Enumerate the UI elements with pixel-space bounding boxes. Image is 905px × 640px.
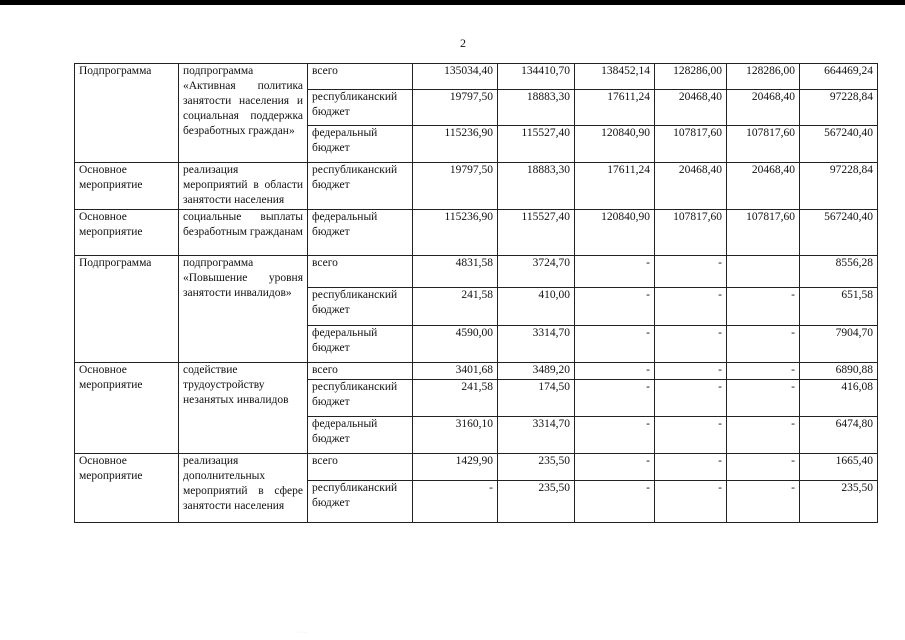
year-value-cell: 107817,60 (655, 210, 727, 256)
year-value-cell: - (575, 380, 655, 417)
total-value-cell: 97228,84 (800, 163, 878, 210)
funding-source-cell: федеральный бюджет (308, 417, 413, 454)
total-value-cell: 416,08 (800, 380, 878, 417)
year-value-cell: - (575, 481, 655, 523)
table-row (75, 363, 878, 380)
year-value-cell: 17611,24 (575, 90, 655, 126)
year-value-cell: 19797,50 (413, 163, 498, 210)
year-value-cell: - (727, 326, 800, 363)
row-type-cell: Основное мероприятие (75, 163, 179, 210)
year-value-cell: 3401,68 (413, 363, 498, 380)
year-value-cell: - (575, 326, 655, 363)
page-number: 2 (460, 36, 466, 50)
row-type-cell: Подпрограмма (75, 256, 179, 363)
funding-source-cell: республиканский бюджет (308, 481, 413, 523)
total-value-cell: 6890,88 (800, 363, 878, 380)
year-value-cell: 128286,00 (727, 64, 800, 90)
year-value-cell: - (727, 363, 800, 380)
year-value-cell: 3160,10 (413, 417, 498, 454)
table-row (75, 210, 878, 256)
year-value-cell: - (727, 288, 800, 326)
table-row (75, 64, 878, 90)
year-value-cell: - (655, 326, 727, 363)
year-value-cell (727, 256, 800, 288)
year-value-cell: - (655, 363, 727, 380)
year-value-cell: 128286,00 (655, 64, 727, 90)
funding-source-cell: всего (308, 363, 413, 380)
funding-source-cell: республиканский бюджет (308, 380, 413, 417)
year-value-cell: 115236,90 (413, 126, 498, 163)
year-value-cell: 20468,40 (655, 163, 727, 210)
year-value-cell: - (727, 380, 800, 417)
total-value-cell: 6474,80 (800, 417, 878, 454)
year-value-cell: - (655, 481, 727, 523)
year-value-cell: 107817,60 (655, 126, 727, 163)
year-value-cell: 115527,40 (498, 210, 575, 256)
year-value-cell: 107817,60 (727, 126, 800, 163)
year-value-cell: 17611,24 (575, 163, 655, 210)
year-value-cell: - (575, 363, 655, 380)
total-value-cell: 97228,84 (800, 90, 878, 126)
total-value-cell: 567240,40 (800, 126, 878, 163)
year-value-cell: 3314,70 (498, 417, 575, 454)
year-value-cell: 107817,60 (727, 210, 800, 256)
row-type-cell: Основное мероприятие (75, 363, 179, 454)
scan-top-edge (0, 0, 905, 5)
year-value-cell: 1429,90 (413, 454, 498, 481)
program-name-cell: подпрограмма «Повышение уровня занятости инвалидов» (179, 256, 308, 363)
year-value-cell: 20468,40 (655, 90, 727, 126)
year-value-cell: - (575, 288, 655, 326)
year-value-cell: 120840,90 (575, 126, 655, 163)
year-value-cell: - (413, 481, 498, 523)
program-name-cell: реализация мероприятий в области занятости населения (179, 163, 308, 210)
funding-source-cell: федеральный бюджет (308, 126, 413, 163)
program-name-cell: социальные выплаты безработным гражданам (179, 210, 308, 256)
funding-source-cell: федеральный бюджет (308, 210, 413, 256)
funding-source-cell: всего (308, 64, 413, 90)
year-value-cell: 3489,20 (498, 363, 575, 380)
year-value-cell: - (655, 288, 727, 326)
year-value-cell: 4590,00 (413, 326, 498, 363)
scan-artifact: · · · (298, 630, 307, 636)
year-value-cell: 241,58 (413, 288, 498, 326)
year-value-cell: 174,50 (498, 380, 575, 417)
row-type-cell: Основное мероприятие (75, 454, 179, 523)
funding-source-cell: федеральный бюджет (308, 326, 413, 363)
row-type-cell: Подпрограмма (75, 64, 179, 163)
year-value-cell: - (727, 454, 800, 481)
year-value-cell: 19797,50 (413, 90, 498, 126)
year-value-cell: 3724,70 (498, 256, 575, 288)
funding-source-cell: республиканский бюджет (308, 288, 413, 326)
total-value-cell: 1665,40 (800, 454, 878, 481)
total-value-cell: 651,58 (800, 288, 878, 326)
year-value-cell: 120840,90 (575, 210, 655, 256)
program-name-cell: содействие трудоустройству незанятых инвалидов (179, 363, 308, 454)
year-value-cell: - (655, 380, 727, 417)
row-type-cell: Основное мероприятие (75, 210, 179, 256)
year-value-cell: 410,00 (498, 288, 575, 326)
funding-source-cell: республиканский бюджет (308, 90, 413, 126)
total-value-cell: 567240,40 (800, 210, 878, 256)
program-name-cell: подпрограмма «Активная политика занятости населения и социальная поддержка безработных граждан» (179, 64, 308, 163)
year-value-cell: - (575, 454, 655, 481)
year-value-cell: - (575, 417, 655, 454)
funding-source-cell: республиканский бюджет (308, 163, 413, 210)
year-value-cell: 134410,70 (498, 64, 575, 90)
year-value-cell: - (655, 454, 727, 481)
table-row (75, 163, 878, 210)
year-value-cell: 135034,40 (413, 64, 498, 90)
year-value-cell: 20468,40 (727, 163, 800, 210)
funding-source-cell: всего (308, 454, 413, 481)
program-name-cell: реализация дополнительных мероприятий в сфере занятости населения (179, 454, 308, 523)
table-row (75, 256, 878, 288)
total-value-cell: 664469,24 (800, 64, 878, 90)
year-value-cell: 241,58 (413, 380, 498, 417)
year-value-cell: 115527,40 (498, 126, 575, 163)
year-value-cell: 235,50 (498, 454, 575, 481)
total-value-cell: 7904,70 (800, 326, 878, 363)
year-value-cell: 115236,90 (413, 210, 498, 256)
funding-source-cell: всего (308, 256, 413, 288)
total-value-cell: 8556,28 (800, 256, 878, 288)
year-value-cell: 3314,70 (498, 326, 575, 363)
total-value-cell: 235,50 (800, 481, 878, 523)
year-value-cell: 18883,30 (498, 90, 575, 126)
year-value-cell: - (727, 481, 800, 523)
budget-table (74, 63, 878, 523)
year-value-cell: - (727, 417, 800, 454)
year-value-cell: 20468,40 (727, 90, 800, 126)
year-value-cell: - (655, 256, 727, 288)
year-value-cell: - (655, 417, 727, 454)
year-value-cell: 18883,30 (498, 163, 575, 210)
year-value-cell: 138452,14 (575, 64, 655, 90)
year-value-cell: 235,50 (498, 481, 575, 523)
table-row (75, 454, 878, 481)
year-value-cell: 4831,58 (413, 256, 498, 288)
year-value-cell: - (575, 256, 655, 288)
